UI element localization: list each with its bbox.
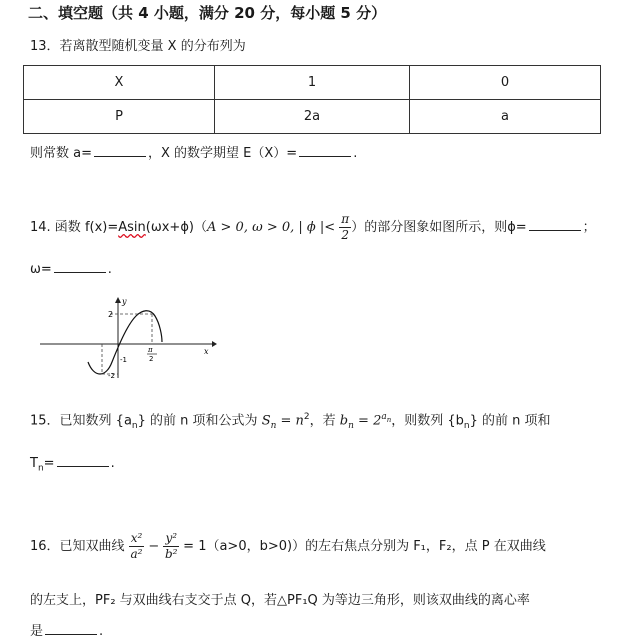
q15-sub-n: n [131, 420, 138, 431]
answer-blank[interactable] [45, 622, 97, 635]
q15-sub-n: n [348, 420, 354, 431]
q15-mid4: } 的前 n 项和 [469, 413, 551, 429]
q15-eq: = [43, 456, 55, 471]
table-cell: 0 [410, 66, 601, 100]
q14-line1 [30, 212, 596, 243]
q15-exponent: an [381, 412, 392, 424]
q15-Sn: S [261, 413, 271, 429]
table-cell: X [24, 66, 215, 100]
sine-curve [88, 311, 162, 374]
answer-blank[interactable] [529, 218, 581, 231]
y-tick-neg1: -1 [120, 356, 127, 364]
table-cell: a [410, 100, 601, 134]
q14-cond-close: ） [351, 220, 365, 235]
q13-answer-end: . [353, 146, 358, 161]
table-row [24, 100, 601, 134]
table-cell: P [24, 100, 215, 134]
y-tick-neg2: -2 [108, 372, 115, 380]
q15-eq1: = n [276, 413, 304, 429]
q15-sup2: 2 [303, 412, 310, 422]
answer-blank[interactable] [299, 144, 351, 157]
q13-stem: 13．若离散型随机变量 X 的分布列为 [30, 39, 246, 54]
q14-suffix-end: ； [582, 220, 596, 235]
table-row [24, 66, 601, 100]
q14-prefix: 14. 函数 f(x)= [30, 220, 119, 235]
q15-sub-n: n [37, 463, 44, 474]
q15-sub-n: n [463, 420, 470, 431]
q15-line2-end: . [110, 456, 115, 471]
x-axis-label: x [204, 347, 209, 356]
q16-prefix: 16．已知双曲线 [30, 539, 129, 554]
y-tick-2: 2 [108, 310, 114, 319]
q15-mid1: } 的前 n 项和公式为 [137, 413, 262, 429]
table-cell: 2a [215, 100, 410, 134]
q15-T: T [30, 456, 38, 471]
q15-sub-n: n [270, 420, 277, 431]
q16-x-fraction: $\frac{\text{x²}}{\text{a²}}$ [130, 531, 143, 561]
q16-minus: − [144, 539, 164, 554]
q14-fraction [339, 212, 351, 243]
q15-bn: b [339, 413, 349, 429]
answer-blank[interactable] [54, 260, 106, 273]
q16-eq: = 1（a>0，b>0)）的左右焦点分别为 F₁，F₂，点 P 在双曲线 [179, 539, 546, 554]
q15-prefix: 15．已知数列 {a [30, 413, 132, 429]
x-tick-2: 2 [149, 355, 154, 363]
q14-suffix: 的部分图象如图所示，则ϕ= [364, 220, 527, 235]
q14-condition: A > 0, ω > 0, | ϕ |< [207, 220, 340, 235]
q14-frac-den: 2 [341, 228, 350, 242]
q13-answer-prefix: 则常数 a= [30, 146, 92, 161]
y-axis-label: y [122, 297, 127, 306]
q14-line2-end: . [107, 262, 112, 277]
q16-line2: 的左支上，PF₂ 与双曲线右支交于点 Q，若△PF₁Q 为等边三角形，则该双曲线的离心率 [30, 593, 530, 608]
distribution-table [23, 65, 601, 134]
q14-func: Asin [118, 220, 146, 235]
q16-line3 [30, 622, 103, 641]
sine-graph [38, 294, 218, 380]
q14-line2 [30, 260, 112, 279]
x-tick-pi: π [148, 346, 153, 354]
table-cell: 1 [215, 66, 410, 100]
answer-blank[interactable] [57, 454, 109, 467]
q13-answer-line [30, 144, 357, 163]
q15-line2 [30, 454, 115, 478]
q16-line3-prefix: 是 [30, 624, 44, 639]
q15-mid3: ，则数列 {b [391, 413, 464, 429]
q15-mid2: ，若 [309, 413, 340, 429]
q14-cond-open: （ [193, 220, 207, 235]
q14-frac-num: π [341, 212, 350, 226]
q15-eq2: = 2 [353, 413, 382, 429]
q13-answer-mid: ，X 的数学期望 E（X）= [148, 146, 298, 161]
q16-line1 [30, 530, 546, 564]
y-axis-arrow [115, 297, 121, 303]
x-axis-arrow [212, 341, 217, 347]
q16-y-fraction: $\frac{\text{y²}}{\text{b²}}$ [164, 531, 178, 561]
section-title: 二、填空题（共 4 小题，满分 20 分，每小题 5 分） [28, 4, 387, 22]
q14-omega-prefix: ω= [30, 262, 52, 277]
q15-line1 [30, 408, 551, 435]
q16-line3-end: . [99, 624, 104, 639]
answer-blank[interactable] [94, 144, 146, 157]
q14-func-args: (ωx+ϕ) [145, 220, 194, 235]
